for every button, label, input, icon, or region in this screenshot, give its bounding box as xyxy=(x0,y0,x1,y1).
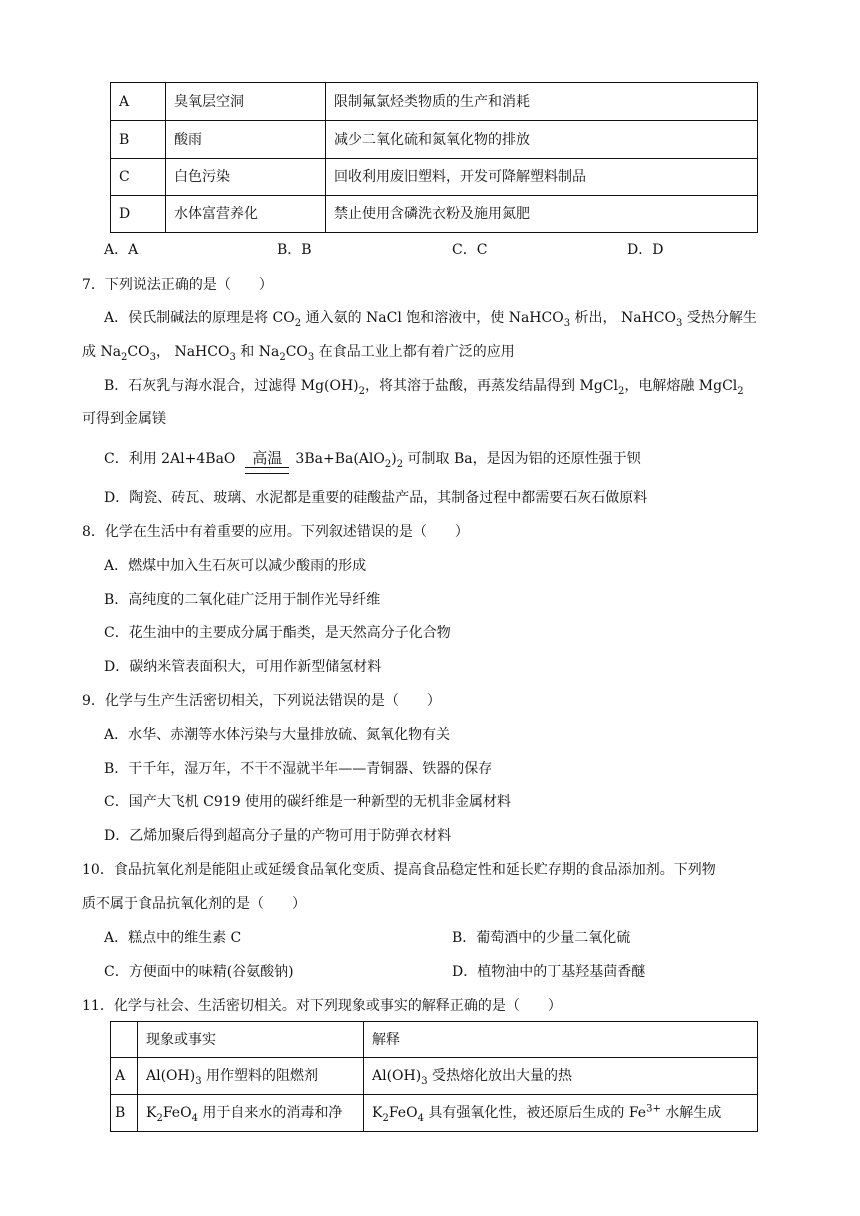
q8-stem: 8．化学在生活中有着重要的应用。下列叙述错误的是（ ） xyxy=(82,524,469,540)
q8-option-b[interactable]: B．高纯度的二氧化硅广泛用于制作光导纤维 xyxy=(104,592,381,608)
table-row xyxy=(111,121,758,159)
table-header-row xyxy=(111,1022,758,1058)
row-measure: 减少二氧化硫和氮氧化物的排放 xyxy=(326,121,758,159)
table-row xyxy=(111,1058,758,1095)
row-problem: 水体富营养化 xyxy=(166,196,326,233)
q6-table xyxy=(110,82,758,233)
double-bar xyxy=(245,467,289,474)
q8-option-c[interactable]: C．花生油中的主要成分属于酯类，是天然高分子化合物 xyxy=(104,625,451,641)
q10-option-d[interactable]: D．植物油中的丁基羟基茴香醚 xyxy=(452,964,646,980)
q9-option-d[interactable]: D．乙烯加聚后得到超高分子量的产物可用于防弹衣材料 xyxy=(104,828,452,844)
q7-option-b-cont: 可得到金属镁 xyxy=(82,411,166,427)
table-row xyxy=(111,1095,758,1132)
table-row xyxy=(111,196,758,233)
row-key: B xyxy=(111,1095,138,1132)
row-fact: $K_2FeO_4$ 用于自来水的消毒和净 xyxy=(138,1095,364,1132)
row-key: C xyxy=(111,159,166,196)
row-explanation: $K_2FeO_4$ 具有强氧化性，被还原后生成的 $Fe^{3+}$ 水解生成 xyxy=(364,1095,758,1132)
q7-option-d[interactable]: D．陶瓷、砖瓦、玻璃、水泥都是重要的硅酸盐产品，其制备过程中都需要石灰石做原料 xyxy=(104,490,648,506)
row-fact: $Al(OH)_3$ 用作塑料的阻燃剂 xyxy=(138,1058,364,1095)
q10-stem: 10．食品抗氧化剂是能阻止或延缓食品氧化变质、提高食品稳定性和延长贮存期的食品添加剂。下列物 xyxy=(82,862,716,878)
row-key: A xyxy=(111,1058,138,1095)
row-measure: 回收利用废旧塑料，开发可降解塑料制品 xyxy=(326,159,758,196)
q11-stem: 11．化学与社会、生活密切相关。对下列现象或事实的解释正确的是（ ） xyxy=(82,998,562,1014)
row-explanation: $Al(OH)_3$ 受热熔化放出大量的热 xyxy=(364,1058,758,1095)
reaction-condition: 高温 xyxy=(245,450,289,474)
row-key: B xyxy=(111,121,166,159)
q9-option-a[interactable]: A．水华、赤潮等水体污染与大量排放硫、氮氧化物有关 xyxy=(104,727,451,743)
q10-option-c[interactable]: C．方便面中的味精(谷氨酸钠) xyxy=(104,964,294,980)
row-key: A xyxy=(111,83,166,121)
q10-stem-cont: 质不属于食品抗氧化剂的是（ ） xyxy=(82,896,306,912)
row-measure: 禁止使用含磷洗衣粉及施用氮肥 xyxy=(326,196,758,233)
table-row xyxy=(111,83,758,121)
header-blank xyxy=(111,1022,138,1058)
q6-option-d[interactable]: D．D xyxy=(627,242,664,258)
row-problem: 酸雨 xyxy=(166,121,326,159)
row-measure: 限制氟氯烃类物质的生产和消耗 xyxy=(326,83,758,121)
q7-option-a-cont: 成 $Na_2CO_3$， NaHCO$_3$ 和 $Na_2CO_3$ 在食品工业上都有着广泛的应用 xyxy=(82,344,515,363)
q7-option-a[interactable]: A．侯氏制碱法的原理是将 $CO_2$ 通入氨的 NaCl 饱和溶液中，使 NaHCO$_3$ 析出， NaHCO$_3$ 受热分解生 xyxy=(104,310,757,329)
q6-option-a[interactable]: A．A xyxy=(104,242,139,258)
row-key: D xyxy=(111,196,166,233)
q10-option-b[interactable]: B．葡萄酒中的少量二氧化硫 xyxy=(452,930,631,946)
row-problem: 白色污染 xyxy=(166,159,326,196)
row-problem: 臭氧层空洞 xyxy=(166,83,326,121)
q7-option-b[interactable]: B．石灰乳与海水混合，过滤得 $Mg(OH)_2$，将其溶于盐酸，再蒸发结晶得到 MgCl$_2$，电解熔融 MgCl$_2$ xyxy=(104,378,744,397)
q6-option-c[interactable]: C．C xyxy=(452,242,488,258)
q8-option-d[interactable]: D．碳纳米管表面积大，可用作新型储氢材料 xyxy=(104,659,382,675)
q8-option-a[interactable]: A．燃煤中加入生石灰可以减少酸雨的形成 xyxy=(104,558,367,574)
q7-option-c[interactable]: C．利用 2Al+4BaO 高温 $3Ba+Ba(AlO_2)_2$ 可制取 Ba，是因为铝的还原性强于钡 xyxy=(104,447,641,474)
q9-option-b[interactable]: B．干千年，湿万年，不干不湿就半年——青铜器、铁器的保存 xyxy=(104,761,493,777)
header-fact: 现象或事实 xyxy=(138,1022,364,1058)
q11-table xyxy=(110,1021,758,1132)
q9-stem: 9．化学与生产生活密切相关，下列说法错误的是（ ） xyxy=(82,693,441,709)
q6-option-b[interactable]: B．B xyxy=(277,242,312,258)
header-explanation: 解释 xyxy=(364,1022,758,1058)
q10-option-a[interactable]: A．糕点中的维生素 C xyxy=(104,930,242,946)
q9-option-c[interactable]: C．国产大飞机 C919 使用的碳纤维是一种新型的无机非金属材料 xyxy=(104,794,512,810)
q7-stem: 7．下列说法正确的是（ ） xyxy=(82,277,273,293)
table-row xyxy=(111,159,758,196)
